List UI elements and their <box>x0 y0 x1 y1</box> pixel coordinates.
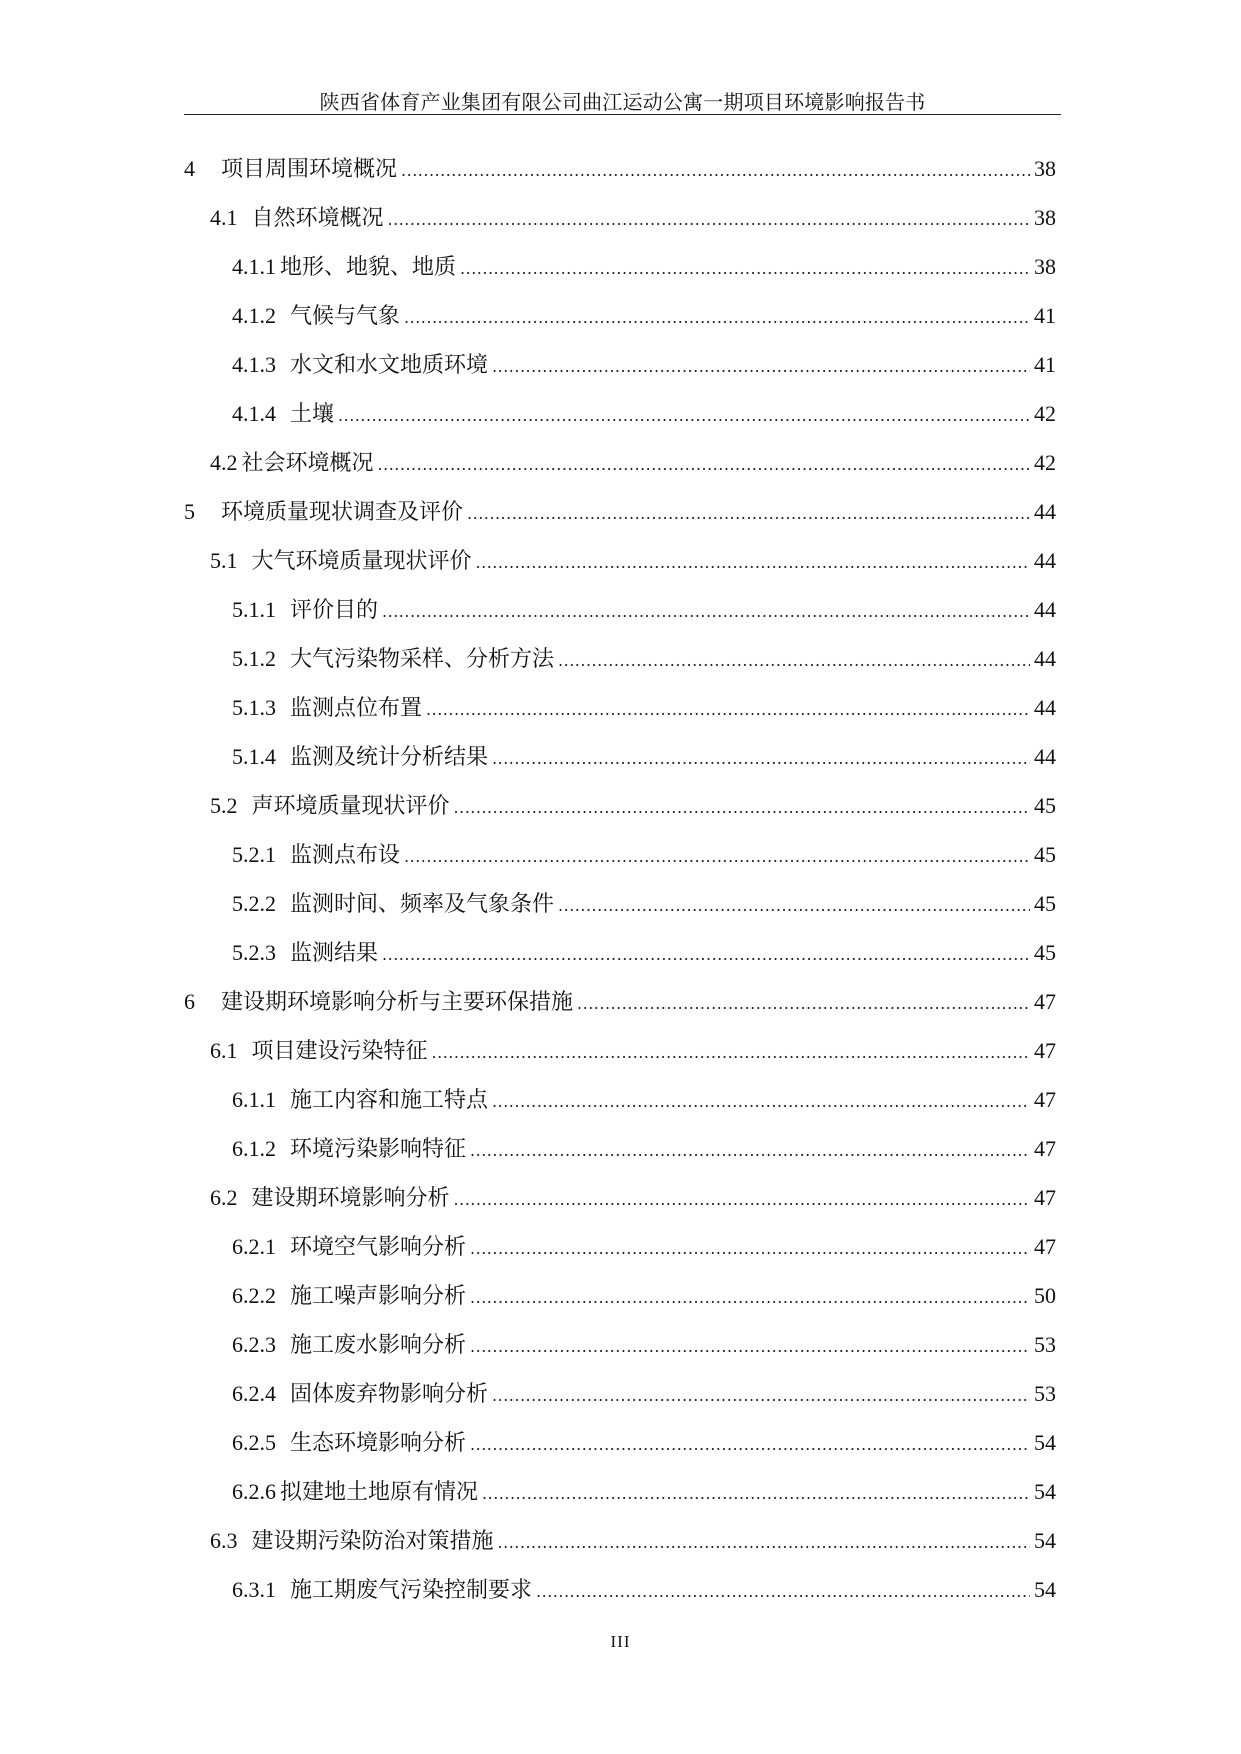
toc-entry-page: 45 <box>1034 940 1056 965</box>
toc-entry-page: 44 <box>1034 695 1056 720</box>
toc-entry-number: 6.2.5 <box>232 1430 276 1455</box>
toc-dot-leader <box>426 685 1030 734</box>
toc-dot-leader <box>470 1322 1030 1371</box>
toc-entry-number: 5.1.1 <box>232 597 276 622</box>
toc-entry-title: 环境质量现状调查及评价 <box>221 500 464 525</box>
toc-entry-page: 54 <box>1034 1528 1056 1553</box>
toc-entry-number: 4.2 <box>210 450 238 475</box>
toc-dot-leader <box>476 538 1030 587</box>
toc-entry-number: 6.2.2 <box>232 1283 276 1308</box>
toc-dot-leader <box>558 881 1030 930</box>
toc-entry-title: 固体废弃物影响分析 <box>290 1382 489 1407</box>
toc-entry-number: 5.2.3 <box>232 940 276 965</box>
toc-entry-title: 施工期废气污染控制要求 <box>290 1578 533 1603</box>
toc-entry-title: 环境污染影响特征 <box>290 1137 467 1162</box>
toc-entry-page: 54 <box>1034 1479 1056 1504</box>
toc-entry[interactable] <box>184 732 1056 781</box>
toc-entry-number: 6.2.6 <box>232 1479 276 1504</box>
toc-entry[interactable] <box>184 1369 1056 1418</box>
toc-entry[interactable] <box>184 1467 1056 1516</box>
toc-entry-title: 声环境质量现状评价 <box>251 794 450 819</box>
toc-entry-title: 社会环境概况 <box>241 451 374 476</box>
toc-entry-number: 5.2.2 <box>232 891 276 916</box>
toc-dot-leader <box>382 587 1030 636</box>
toc-entry-page: 47 <box>1034 1185 1056 1210</box>
toc-entry[interactable] <box>184 1516 1056 1565</box>
toc-entry[interactable] <box>184 291 1056 340</box>
toc-entry-number: 6.3 <box>210 1528 238 1553</box>
toc-entry-number: 6 <box>184 989 195 1014</box>
toc-entry[interactable] <box>184 536 1056 585</box>
toc-entry-page: 38 <box>1034 205 1056 230</box>
toc-entry-title: 大气污染物采样、分析方法 <box>290 647 555 672</box>
toc-entry-page: 54 <box>1034 1430 1056 1455</box>
toc-entry-title: 施工噪声影响分析 <box>290 1284 467 1309</box>
toc-entry-title: 拟建地土地原有情况 <box>280 1480 479 1505</box>
toc-entry-number: 6.3.1 <box>232 1577 276 1602</box>
toc-entry[interactable] <box>184 1026 1056 1075</box>
toc-entry[interactable] <box>184 879 1056 928</box>
toc-entry-page: 47 <box>1034 1234 1056 1259</box>
toc-entry[interactable] <box>184 928 1056 977</box>
toc-entry-title: 施工内容和施工特点 <box>290 1088 489 1113</box>
toc-entry-page: 44 <box>1034 744 1056 769</box>
toc-dot-leader <box>404 832 1030 881</box>
toc-entry-page: 54 <box>1034 1577 1056 1602</box>
toc-entry-number: 5.1.3 <box>232 695 276 720</box>
toc-entry-page: 53 <box>1034 1381 1056 1406</box>
toc-entry-page: 45 <box>1034 891 1056 916</box>
toc-dot-leader <box>498 1518 1030 1567</box>
toc-dot-leader <box>378 440 1030 489</box>
toc-dot-leader <box>467 489 1030 538</box>
toc-dot-leader <box>482 1469 1030 1518</box>
toc-entry[interactable] <box>184 585 1056 634</box>
toc-entry-title: 项目建设污染特征 <box>251 1039 428 1064</box>
toc-entry-title: 监测及统计分析结果 <box>290 745 489 770</box>
toc-dot-leader <box>492 1371 1030 1420</box>
toc-entry[interactable] <box>184 1418 1056 1467</box>
toc-entry-number: 5.2.1 <box>232 842 276 867</box>
toc-dot-leader <box>558 636 1030 685</box>
toc-entry-title: 监测结果 <box>290 941 379 966</box>
toc-entry[interactable] <box>184 144 1056 193</box>
toc-entry-title: 土壤 <box>290 402 335 427</box>
toc-entry-number: 5 <box>184 499 195 524</box>
toc-dot-leader <box>536 1567 1030 1616</box>
toc-entry-number: 5.1.2 <box>232 646 276 671</box>
table-of-contents <box>184 144 1056 1614</box>
toc-entry-title: 水文和水文地质环境 <box>290 353 489 378</box>
toc-entry-page: 47 <box>1034 989 1056 1014</box>
toc-entry-number: 6.1.1 <box>232 1087 276 1112</box>
page-header-title: 陕西省体育产业集团有限公司曲江运动公寓一期项目环境影响报告书 <box>319 90 926 114</box>
toc-entry-number: 4.1.4 <box>232 401 276 426</box>
toc-dot-leader <box>460 244 1030 293</box>
toc-entry-page: 44 <box>1034 597 1056 622</box>
toc-dot-leader <box>388 195 1030 244</box>
toc-entry-title: 施工废水影响分析 <box>290 1333 467 1358</box>
toc-entry-number: 4 <box>184 156 195 181</box>
toc-entry[interactable] <box>184 830 1056 879</box>
toc-entry-number: 4.1.1 <box>232 254 276 279</box>
toc-entry-title: 建设期环境影响分析 <box>251 1186 450 1211</box>
toc-entry[interactable] <box>184 634 1056 683</box>
toc-dot-leader <box>470 1126 1030 1175</box>
toc-entry[interactable] <box>184 1565 1056 1614</box>
toc-entry-number: 4.1.3 <box>232 352 276 377</box>
toc-entry-title: 自然环境概况 <box>251 206 384 231</box>
toc-dot-leader <box>338 391 1030 440</box>
toc-entry[interactable] <box>184 683 1056 732</box>
toc-entry-title: 建设期污染防治对策措施 <box>251 1529 494 1554</box>
toc-dot-leader <box>404 293 1030 342</box>
toc-entry-page: 47 <box>1034 1136 1056 1161</box>
toc-entry-page: 47 <box>1034 1038 1056 1063</box>
toc-entry-number: 4.1.2 <box>232 303 276 328</box>
toc-entry-page: 45 <box>1034 842 1056 867</box>
toc-entry[interactable] <box>184 1222 1056 1271</box>
toc-entry[interactable] <box>184 1320 1056 1369</box>
toc-entry-page: 50 <box>1034 1283 1056 1308</box>
toc-entry-title: 生态环境影响分析 <box>290 1431 467 1456</box>
toc-entry[interactable] <box>184 438 1056 487</box>
toc-entry-page: 41 <box>1034 352 1056 377</box>
toc-entry-number: 5.1 <box>210 548 238 573</box>
toc-dot-leader <box>492 1077 1030 1126</box>
toc-entry-page: 42 <box>1034 450 1056 475</box>
toc-entry-page: 44 <box>1034 646 1056 671</box>
toc-entry[interactable] <box>184 1173 1056 1222</box>
toc-entry-number: 6.1.2 <box>232 1136 276 1161</box>
page-number: III <box>610 1632 631 1651</box>
toc-entry-title: 评价目的 <box>290 598 379 623</box>
toc-entry-title: 监测点布设 <box>290 843 401 868</box>
toc-dot-leader <box>470 1273 1030 1322</box>
toc-entry[interactable] <box>184 1271 1056 1320</box>
toc-entry-page: 45 <box>1034 793 1056 818</box>
toc-dot-leader <box>454 1175 1030 1224</box>
toc-dot-leader <box>470 1224 1030 1273</box>
toc-entry-title: 监测点位布置 <box>290 696 423 721</box>
toc-entry-number: 5.1.4 <box>232 744 276 769</box>
toc-entry-title: 项目周围环境概况 <box>221 157 398 182</box>
toc-entry-number: 6.2.4 <box>232 1381 276 1406</box>
toc-entry-title: 气候与气象 <box>290 304 401 329</box>
toc-entry[interactable] <box>184 340 1056 389</box>
toc-dot-leader <box>470 1420 1030 1469</box>
toc-dot-leader <box>432 1028 1030 1077</box>
toc-dot-leader <box>454 783 1030 832</box>
toc-entry-number: 6.2 <box>210 1185 238 1210</box>
toc-entry-title: 环境空气影响分析 <box>290 1235 467 1260</box>
toc-entry-number: 6.2.1 <box>232 1234 276 1259</box>
toc-entry-page: 44 <box>1034 548 1056 573</box>
toc-entry-page: 42 <box>1034 401 1056 426</box>
toc-dot-leader <box>577 979 1030 1028</box>
toc-entry-number: 5.2 <box>210 793 238 818</box>
toc-entry[interactable] <box>184 977 1056 1026</box>
toc-entry-page: 38 <box>1034 156 1056 181</box>
toc-entry-title: 监测时间、频率及气象条件 <box>290 892 555 917</box>
toc-dot-leader <box>492 734 1030 783</box>
toc-entry-page: 38 <box>1034 254 1056 279</box>
toc-entry-page: 44 <box>1034 499 1056 524</box>
toc-entry-page: 41 <box>1034 303 1056 328</box>
toc-entry-number: 6.1 <box>210 1038 238 1063</box>
toc-entry-title: 建设期环境影响分析与主要环保措施 <box>221 990 574 1015</box>
header-divider <box>184 114 1061 115</box>
toc-dot-leader <box>492 342 1030 391</box>
toc-entry-number: 6.2.3 <box>232 1332 276 1357</box>
toc-entry[interactable] <box>184 389 1056 438</box>
toc-dot-leader <box>401 146 1030 195</box>
toc-entry[interactable] <box>184 1124 1056 1173</box>
toc-entry[interactable] <box>184 487 1056 536</box>
toc-entry-number: 4.1 <box>210 205 238 230</box>
toc-entry-page: 47 <box>1034 1087 1056 1112</box>
toc-entry[interactable] <box>184 193 1056 242</box>
toc-entry-title: 大气环境质量现状评价 <box>251 549 472 574</box>
toc-entry[interactable] <box>184 1075 1056 1124</box>
toc-entry[interactable] <box>184 781 1056 830</box>
toc-dot-leader <box>382 930 1030 979</box>
toc-entry-title: 地形、地貌、地质 <box>280 255 457 280</box>
toc-entry[interactable] <box>184 242 1056 291</box>
toc-entry-page: 53 <box>1034 1332 1056 1357</box>
